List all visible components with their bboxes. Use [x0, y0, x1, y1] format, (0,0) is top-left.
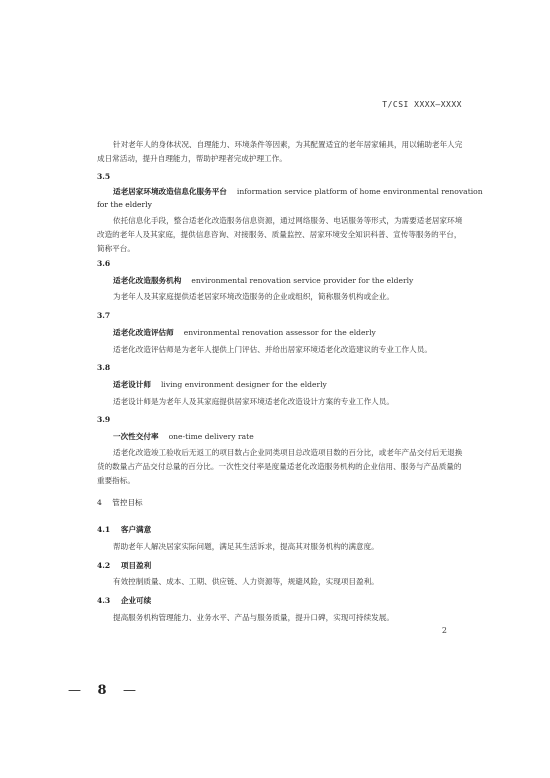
term-cn: 适老化改造评估师 [113, 328, 174, 337]
chapter-title: 管控目标 [112, 498, 143, 507]
term-cn: 适老居家环境改造信息化服务平台 [113, 187, 227, 196]
footer-dash-right: — [123, 683, 143, 698]
subsection-heading [97, 524, 151, 535]
term-en: environmental renovation assessor for the elderly [183, 328, 376, 337]
term-entry [113, 327, 376, 338]
subsection-title: 客户满意 [120, 525, 152, 534]
section-number: 3.9 [97, 415, 111, 424]
term-en: one-time delivery rate [168, 432, 254, 441]
definition-paragraph: 适老化改造竣工验收后无返工的项目数占企业同类项目总改造项目数的百分比，或老年产品交付后无退换货的数量占产品交付总量的百分比。一次性交付率是度量适老化改造服务机构的企业信用、服务与产品质量的重要指标。 [97, 448, 463, 485]
footer-dash-left: — [67, 683, 87, 698]
subsection-number: 4.2 [97, 561, 111, 570]
header-code: T/CSI XXXX—XXXX [382, 100, 462, 109]
term-entry [113, 275, 413, 286]
subsection-text: 有效控制质量、成本、工期、供应链、人力资源等，规避风险，实现项目盈利。 [113, 577, 379, 586]
term-cn: 一次性交付率 [113, 432, 159, 441]
section-number: 3.6 [97, 259, 111, 268]
term-entry [113, 186, 483, 197]
page-number: 2 [441, 626, 447, 635]
definition-paragraph: 为老年人及其家庭提供适老居家环境改造服务的企业或组织，简称服务机构或企业。 [113, 292, 394, 301]
term-en: living environment designer for the elderly [160, 380, 327, 389]
section-number: 3.8 [97, 363, 111, 372]
term-entry [113, 379, 327, 390]
term-en: environmental renovation service provider for the elderly [191, 276, 414, 285]
definition-paragraph: 适老设计师是为老年人及其家庭提供居家环境适老化改造设计方案的专业工作人员。 [113, 397, 394, 406]
definition-paragraph: 适老化改造评估师是为老年人提供上门评估、并给出居家环境适老化改造建议的专业工作人员。 [113, 345, 432, 354]
subsection-number: 4.1 [97, 525, 111, 534]
subsection-text: 提高服务机构管理能力、业务水平、产品与服务质量，提升口碑，实现可持续发展。 [113, 613, 394, 622]
term-cn: 适老化改造服务机构 [113, 276, 182, 285]
footer-page-marker [0, 683, 210, 698]
section-number: 3.5 [97, 172, 111, 181]
section-number: 3.7 [97, 311, 111, 320]
subsection-heading [97, 595, 151, 606]
footer-page-number: 8 [97, 683, 113, 698]
intro-paragraph: 针对老年人的身体状况、自理能力、环境条件等因素，为其配置适宜的老年居家辅具，用以辅助老年人完成日常活动，提升自理能力，帮助护理者完成护理工作。 [97, 140, 463, 163]
term-cn: 适老设计师 [113, 380, 151, 389]
chapter-heading [97, 497, 143, 508]
subsection-heading [97, 560, 151, 571]
term-en: information service platform of home environmental renovation [236, 187, 483, 196]
term-entry [113, 431, 254, 442]
term-en-continued: for the elderly [97, 200, 152, 209]
subsection-number: 4.3 [97, 596, 111, 605]
definition-paragraph: 依托信息化手段，整合适老化改造服务信息资源，通过网络服务、电话服务等形式，为需要适老居家环境改造的老年人及其家庭，提供信息咨询、对接服务、质量监控、居家环境安全知识科普、宣传等服务的平台，简称平台。 [97, 216, 463, 253]
chapter-number: 4 [97, 498, 102, 507]
subsection-text: 帮助老年人解决居家实际问题，满足其生活诉求，提高其对服务机构的满意度。 [113, 542, 379, 551]
subsection-title: 企业可续 [120, 596, 152, 605]
subsection-title: 项目盈利 [120, 561, 152, 570]
